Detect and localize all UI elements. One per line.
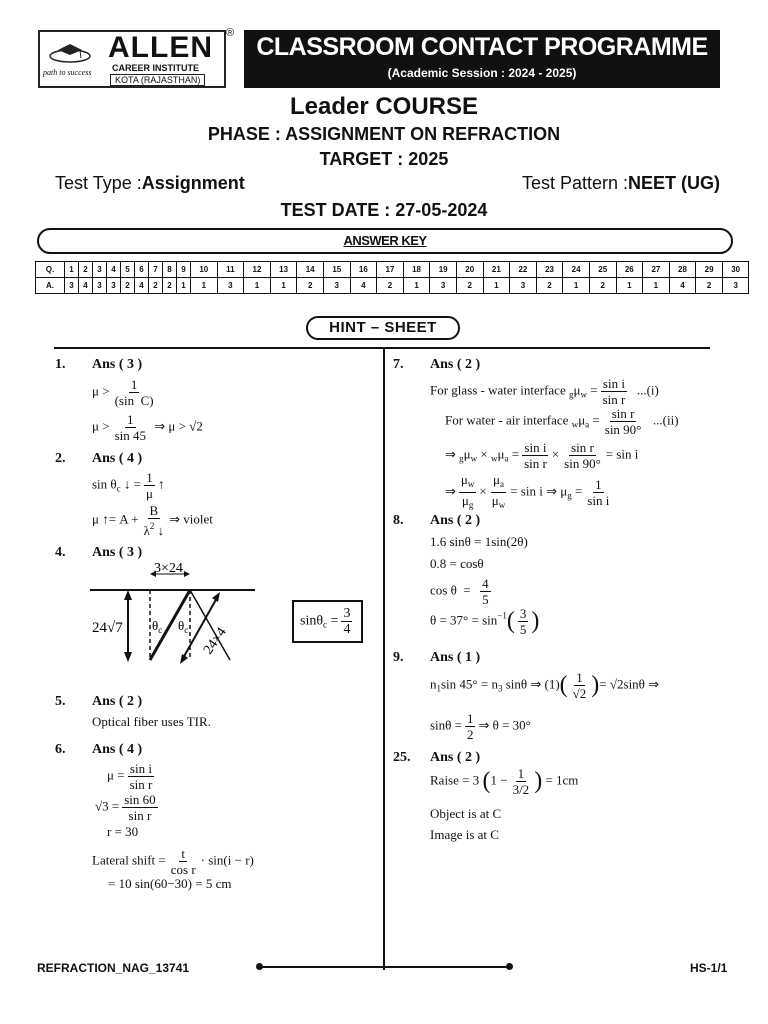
q6-r-value: r = 30	[107, 824, 139, 839]
answer-cell: 4	[669, 278, 696, 294]
footer-line	[258, 966, 510, 968]
q25-number: 25.	[393, 750, 411, 765]
q7-number: 7.	[393, 357, 404, 372]
question-cell: 21	[483, 262, 510, 278]
q4-theta-left: $\theta_c$	[152, 618, 163, 635]
q25-object: Object is at C	[430, 806, 502, 821]
answer-cell: 4	[350, 278, 377, 294]
q4-number: 4.	[55, 545, 66, 560]
test-type-label: Test Type :	[55, 173, 142, 193]
q4-top-label: 3×24	[154, 561, 183, 576]
q6-shift-eq: Lateral shift = $\frac{t}{\text{cos r}}$ · sin(i − r)	[92, 846, 254, 877]
answer-cell: 1	[563, 278, 590, 294]
q9-number: 9.	[393, 650, 404, 665]
question-cell: 3	[93, 262, 107, 278]
question-cell: 8	[163, 262, 177, 278]
q8-number: 8.	[393, 513, 404, 528]
q1-answer: Ans ( 3 )	[92, 357, 143, 372]
answer-cell: 2	[149, 278, 163, 294]
answer-cell: 3	[323, 278, 350, 294]
answer-cell: 2	[377, 278, 404, 294]
q1-step2: μ > $\frac{1}{\sin 45}$ ⇒ μ > √2	[92, 412, 203, 443]
q5-text: Optical fiber uses TIR.	[92, 714, 211, 729]
question-cell: 16	[350, 262, 377, 278]
answer-key-header	[37, 228, 733, 254]
answer-cell: 1	[483, 278, 510, 294]
question-cell: 20	[456, 262, 483, 278]
q2-number: 2.	[55, 451, 66, 466]
logo-location: KOTA (RAJASTHAN)	[110, 74, 205, 86]
q7-product-eq: ⇒ $_g\mu_w \times _w\mu_a$ = $\frac{\text{sin i}}{\text{sin r}}$ × $\frac{\text{sin r}}{\sin 90^\circ}$ = sin i	[445, 440, 639, 471]
answer-cell: 2	[297, 278, 324, 294]
q7-answer: Ans ( 2 )	[430, 357, 481, 372]
q8-answer: Ans ( 2 )	[430, 513, 481, 528]
q8-step2: 0.8 = cosθ	[430, 556, 484, 571]
q2-answer: Ans ( 4 )	[92, 451, 143, 466]
question-label-cell: Q.	[36, 262, 65, 278]
test-date: TEST DATE : 27-05-2024	[280, 200, 488, 220]
answer-cell: 3	[722, 278, 749, 294]
question-cell: 11	[217, 262, 244, 278]
question-cell: 9	[177, 262, 191, 278]
q4-side-label: 24√7	[92, 620, 123, 636]
question-cell: 13	[270, 262, 297, 278]
q25-step1: Raise = 3 (1 − $\frac{1}{3/2}$ ) = 1cm	[430, 766, 579, 797]
q4-diag-label: 24×4	[200, 625, 230, 658]
banner-session: (Academic Session : 2024 - 2025)	[387, 66, 577, 80]
allen-logo	[38, 30, 226, 88]
question-cell: 19	[430, 262, 457, 278]
answer-cell: 1	[643, 278, 670, 294]
answer-cell: 2	[589, 278, 616, 294]
logo-institute: CAREER INSTITUTE	[112, 63, 200, 73]
q8-step4: $\theta = 37^\circ = \sin^{-1}$( $\frac{3}{5}$ )	[430, 606, 540, 637]
q2-step2: μ ↑= A + $\frac{B}{\lambda^2 ↓}$ ⇒ violet	[92, 503, 213, 538]
answer-cell: 1	[177, 278, 191, 294]
answer-cell: 3	[93, 278, 107, 294]
question-cell: 25	[589, 262, 616, 278]
q4-theta-right: $\theta_c$	[178, 618, 189, 635]
question-cell: 14	[297, 262, 324, 278]
answer-cell: 1	[270, 278, 297, 294]
answer-cell: 3	[430, 278, 457, 294]
question-cell: 7	[149, 262, 163, 278]
question-cell: 12	[244, 262, 271, 278]
hint-divider	[54, 347, 710, 349]
answer-cell: 4	[135, 278, 149, 294]
phase-title: PHASE : ASSIGNMENT ON REFRACTION	[207, 124, 561, 144]
q8-step3: cos θ = $\frac{4}{5}$	[430, 576, 489, 607]
answer-cell: 1	[616, 278, 643, 294]
q6-answer: Ans ( 4 )	[92, 742, 143, 757]
answer-key-title: ANSWER KEY	[343, 233, 427, 248]
question-cell: 24	[563, 262, 590, 278]
q7-glass-eq: For glass - water interface $_g\mu_w$ = $\frac{\text{sin i}}{\text{sin r}}$ ...(i)	[430, 376, 659, 407]
question-cell: 15	[323, 262, 350, 278]
logo-brand: ALLEN	[108, 31, 213, 64]
q6-number: 6.	[55, 742, 66, 757]
test-pattern-label: Test Pattern :	[521, 173, 628, 193]
q4-result-box: sinθ$_c$ = $\frac{3}{4}$	[292, 600, 363, 643]
q2-step1: $\sin \theta_c$ ↓ = $\frac{1}{\mu}$ ↑	[92, 470, 165, 501]
answer-label-cell: A.	[36, 278, 65, 294]
question-cell: 6	[135, 262, 149, 278]
target-title: TARGET : 2025	[319, 149, 449, 169]
registered-mark: ®	[226, 27, 235, 39]
q4-answer: Ans ( 3 )	[92, 545, 143, 560]
question-cell: 10	[191, 262, 218, 278]
q9-step1: $n_1\sin$ $45^\circ = n_3$ sinθ ⇒ (1)( $\frac{1}{√2}$ )= √2sinθ ⇒	[430, 670, 660, 701]
answer-row	[36, 278, 749, 294]
footer-dot-right	[506, 963, 513, 970]
q6-step1: μ = $\frac{\text{sin i}}{\text{sin r}}$	[107, 761, 153, 792]
answer-cell: 1	[244, 278, 271, 294]
footer-code: REFRACTION_NAG_13741	[37, 961, 190, 975]
answer-cell: 2	[696, 278, 723, 294]
answer-cell: 3	[510, 278, 537, 294]
test-type-value: Assignment	[141, 173, 245, 193]
answer-cell: 2	[163, 278, 177, 294]
answer-cell: 4	[79, 278, 93, 294]
answer-cell: 2	[536, 278, 563, 294]
question-cell: 26	[616, 262, 643, 278]
question-cell: 29	[696, 262, 723, 278]
q9-step2: sinθ = $\frac{1}{2}$ ⇒ θ = 30°	[430, 711, 531, 742]
graduation-cap-icon	[48, 42, 92, 64]
q25-answer: Ans ( 2 )	[430, 750, 481, 765]
question-cell: 22	[510, 262, 537, 278]
question-cell: 27	[643, 262, 670, 278]
answer-cell: 1	[191, 278, 218, 294]
q25-image: Image is at C	[430, 827, 499, 842]
column-divider	[383, 347, 385, 970]
q1-number: 1.	[55, 357, 66, 372]
answer-key-table	[35, 261, 749, 294]
answer-cell: 3	[107, 278, 121, 294]
q9-answer: Ans ( 1 )	[430, 650, 481, 665]
question-cell: 4	[107, 262, 121, 278]
programme-banner	[244, 30, 720, 88]
answer-cell: 3	[217, 278, 244, 294]
hint-sheet-title: HINT – SHEET	[329, 319, 437, 336]
q7-water-eq: For water - air interface $_w\mu_a$ = $\frac{\text{sin r}}{\sin 90^\circ}$ ...(ii)	[445, 406, 679, 437]
question-cell: 23	[536, 262, 563, 278]
course-title: Leader COURSE	[289, 93, 479, 120]
logo-tagline: path to success	[43, 68, 92, 77]
test-meta-row	[55, 173, 720, 199]
footer-page: HS-1/1	[690, 961, 728, 975]
q5-number: 5.	[55, 694, 66, 709]
question-cell: 28	[669, 262, 696, 278]
question-row	[36, 262, 749, 278]
test-pattern-value: NEET (UG)	[628, 173, 720, 193]
banner-title: CLASSROOM CONTACT PROGRAMME	[256, 33, 708, 61]
question-cell: 17	[377, 262, 404, 278]
q8-step1: 1.6 sinθ = 1sin(2θ)	[430, 534, 528, 549]
q2-violet: violet	[183, 511, 213, 527]
answer-cell: 1	[403, 278, 430, 294]
question-cell: 18	[403, 262, 430, 278]
question-cell: 5	[121, 262, 135, 278]
question-cell: 1	[65, 262, 79, 278]
q1-step1: μ > $\frac{1}{\text{(sin C)}}$	[92, 377, 154, 408]
answer-cell: 2	[121, 278, 135, 294]
q6-result: = 10 sin(60−30) = 5 cm	[108, 876, 232, 891]
answer-cell: 3	[65, 278, 79, 294]
q7-final-eq: ⇒ $\frac{\mu_w}{\mu_g}$ × $\frac{\mu_a}{\mu_w}$ = sin i ⇒ $\mu_g$ = $\frac{1}{\text{sin i}}$	[445, 472, 610, 510]
question-cell: 2	[79, 262, 93, 278]
question-cell: 30	[722, 262, 749, 278]
q6-step2: √3 = $\frac{\sin 60}{\text{sin r}}$	[95, 792, 156, 823]
q5-answer: Ans ( 2 )	[92, 694, 143, 709]
answer-cell: 2	[456, 278, 483, 294]
hint-sheet-header	[306, 316, 460, 340]
